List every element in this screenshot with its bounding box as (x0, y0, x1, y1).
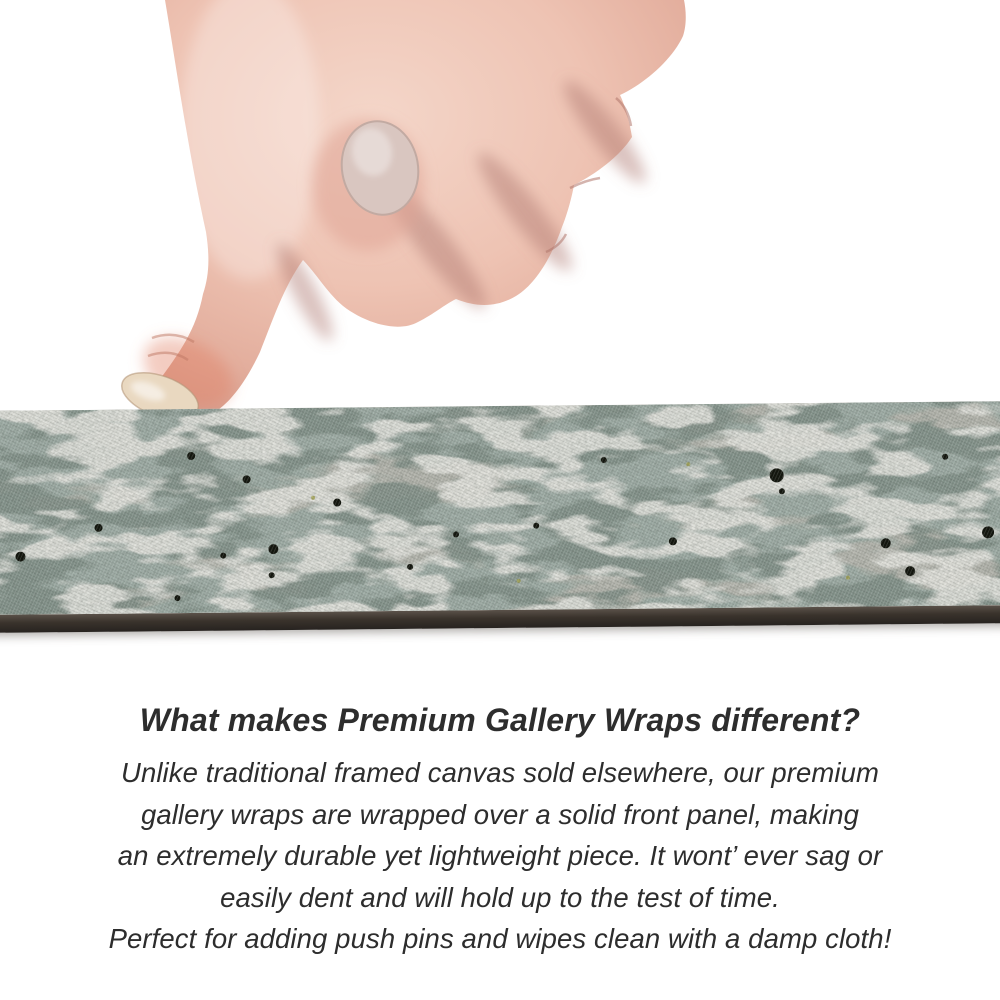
caption-line-5: Perfect for adding push pins and wipes clean with a damp cloth! (108, 923, 892, 954)
canvas-edge-strip (0, 401, 1000, 633)
caption-line-3: an extremely durable yet lightweight piece. It wont’ ever sag or (117, 840, 883, 871)
canvas-paint-texture (0, 401, 1000, 615)
hand-pressing-thumb-photo (100, 0, 700, 432)
caption-line-1: Unlike traditional framed canvas sold elsewhere, our premium (120, 757, 879, 788)
caption-block (0, 698, 1000, 960)
caption-line-2: gallery wraps are wrapped over a solid front panel, making (140, 798, 860, 830)
canvas-texture (0, 401, 1000, 615)
caption-line-4: easily dent and will hold up to the test of time. (220, 881, 780, 913)
caption-heading: What makes Premium Gallery Wraps different? (139, 702, 861, 738)
